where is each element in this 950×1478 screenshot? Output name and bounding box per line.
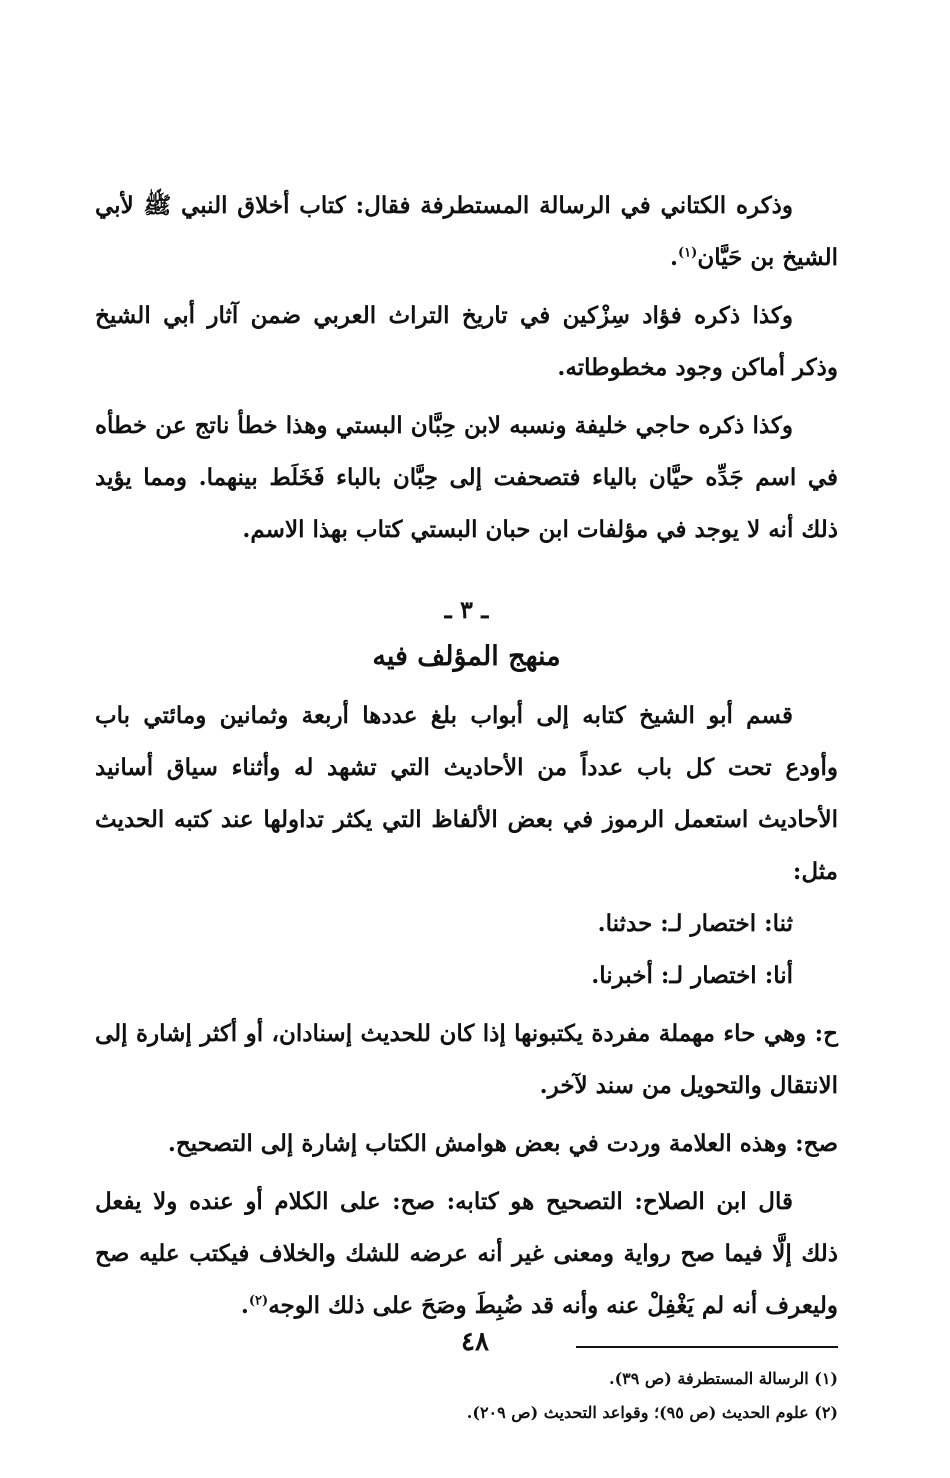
paragraph-sezgin	[95, 290, 838, 394]
paragraph-tail: .	[670, 244, 679, 271]
paragraph-abbrev-ha	[95, 1008, 838, 1112]
paragraph-text: صح: وهذه العلامة وردت في بعض هوامش الكتاب إشارة إلى التصحيح.	[167, 1130, 838, 1157]
paragraph-text: قسم أبو الشيخ كتابه إلى أبواب بلغ عددها أربعة وثمانين ومائتي باب وأودع تحت كل باب عدداً من الأحاديث التي تشهد له وأثناء سياق أسانيد الأحاديث استعمل الرموز في بعض الألفاظ التي يكثر تداولها عند كتبه الحديث مثل:	[95, 702, 838, 885]
paragraph-kattani	[95, 180, 838, 284]
paragraph-text: أنا: اختصار لـ: أخبرنا.	[591, 962, 793, 989]
paragraph-tail: .	[240, 1292, 249, 1319]
section-title: منهج المؤلف فيه	[372, 641, 561, 672]
paragraph-text: وكذا ذكره حاجي خليفة ونسبه لابن حِبَّان البستي وهذا خطأ ناتج عن خطأه في اسم جَدِّه حيَّان بالياء فتصحفت إلى حِبَّان بالباء فَخَلَط بينهما. ومما يؤيد ذلك أنه لا يوجد في مؤلفات ابن حبان البستي كتاب بهذا الاسم.	[95, 412, 838, 543]
page-number: ٤٨	[461, 1327, 489, 1357]
paragraph-abbrev-ana	[95, 950, 838, 1002]
paragraph-ibn-salah	[95, 1176, 838, 1332]
footnote-2: (٢) علوم الحديث (ص ٩٥)؛ وقواعد التحديث (ص ٢٠٩).	[466, 1403, 838, 1422]
footnote-ref-1: (١)	[678, 245, 698, 261]
footnote-ref-2: (٢)	[248, 1293, 269, 1309]
footnote-1: (١) الرسالة المستطرفة (ص ٣٩).	[609, 1369, 838, 1388]
paragraph-text: وكذا ذكره فؤاد سِزْكين في تاريخ التراث العربي ضمن آثار أبي الشيخ وذكر أماكن وجود مخطوطاته.	[95, 302, 838, 381]
paragraph-abbrev-thana	[95, 898, 838, 950]
paragraph-haji-khalifa	[95, 400, 838, 556]
section-number: ـ ٣ ـ	[444, 595, 489, 624]
paragraph-abbrev-sah	[95, 1118, 838, 1170]
paragraph-text: ح: وهي حاء مهملة مفردة يكتبونها إذا كان للحديث إسنادان، أو أكثر إشارة إلى الانتقال والتحويل من سند لآخر.	[95, 1020, 838, 1099]
paragraph-method	[95, 690, 838, 898]
paragraph-text: قال ابن الصلاح: التصحيح هو كتابه: صح: على الكلام أو عنده ولا يفعل ذلك إلَّا فيما صح رواية ومعنى غير أنه عرضه للشك والخلاف فيكتب عليه صح وليعرف أنه لم يَغْفِلْ عنه وأنه قد ضُبِطَ وصَحَ على ذلك الوجه	[95, 1188, 838, 1319]
paragraph-text: ثنا: اختصار لـ: حدثنا.	[597, 910, 793, 937]
paragraph-text: وذكره الكتاني في الرسالة المستطرفة فقال: كتاب أخلاق النبي ﷺ لأبي الشيخ بن حَيَّان	[95, 192, 838, 271]
